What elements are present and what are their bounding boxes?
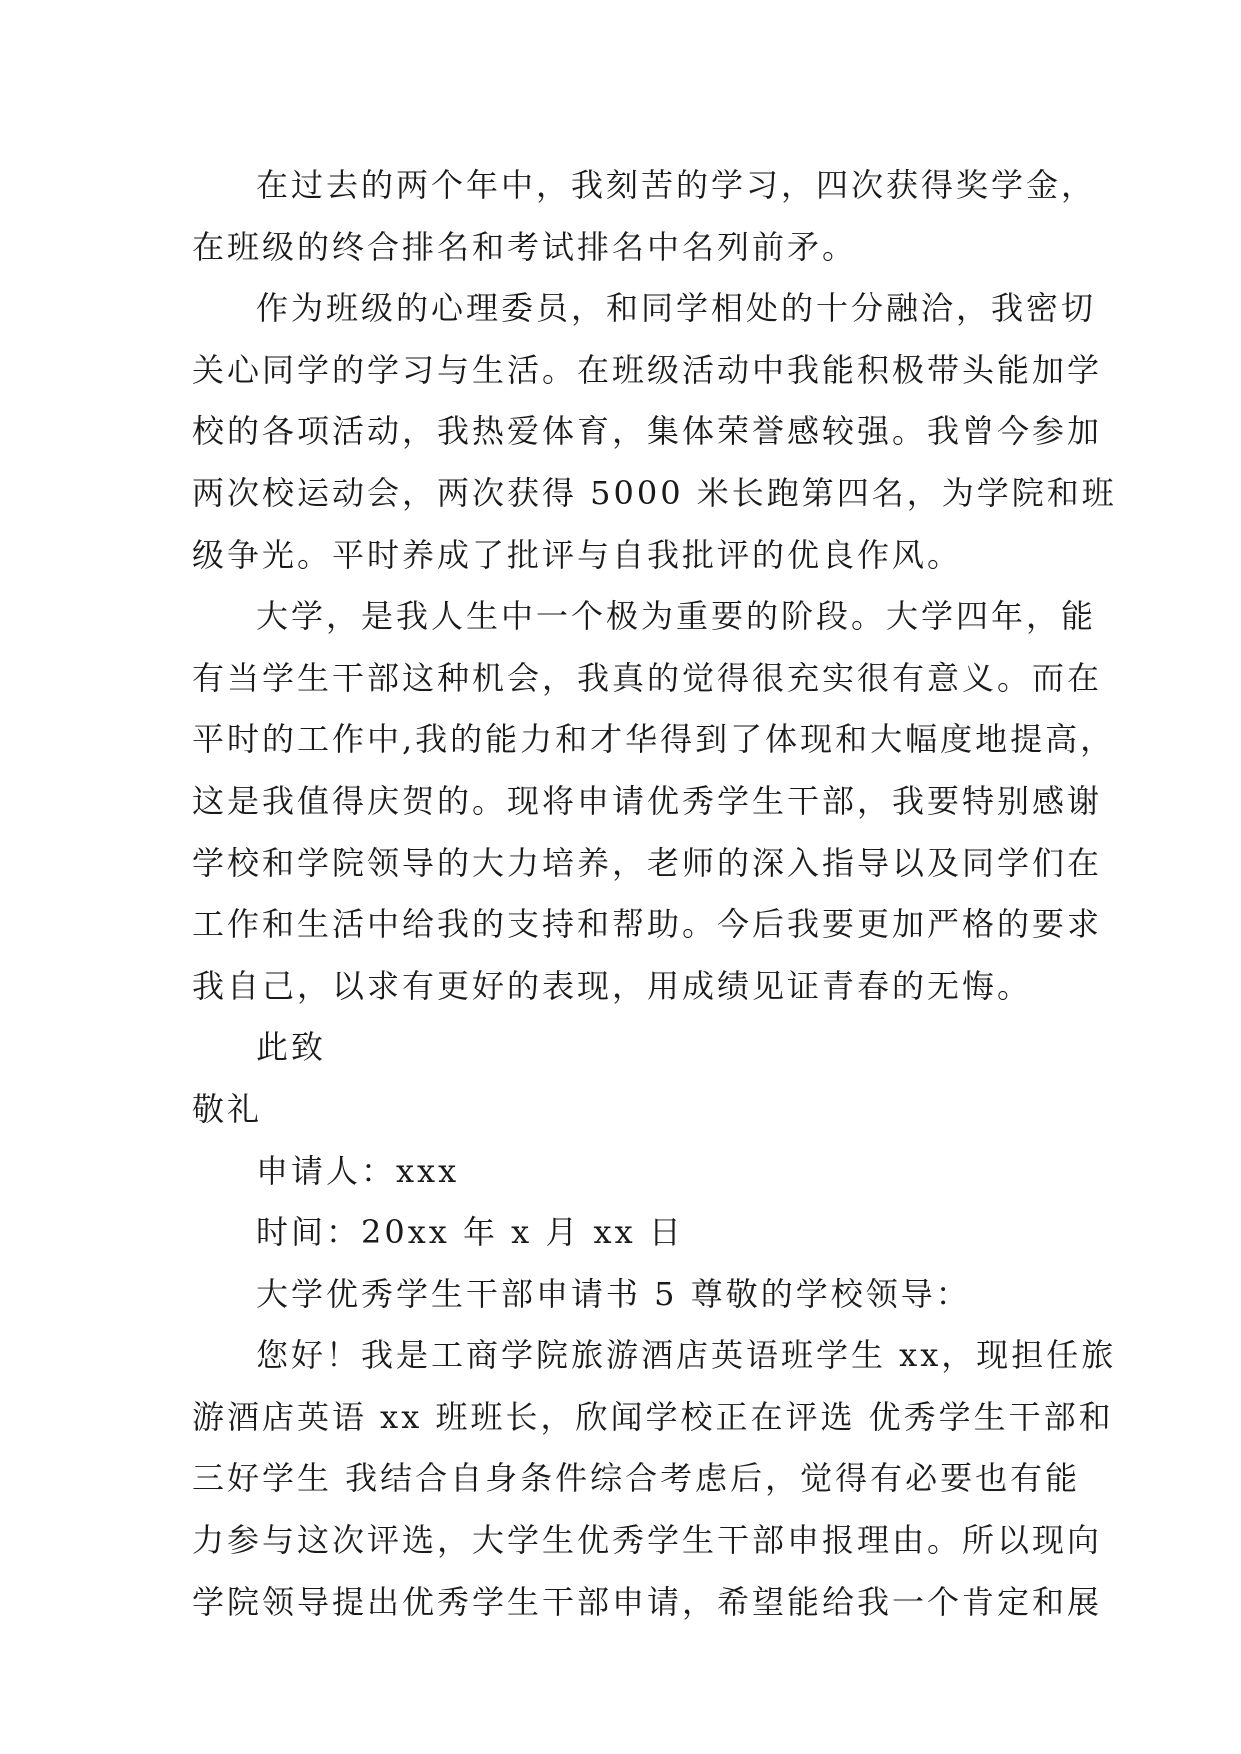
salutation-closing: 此致 [256, 1028, 327, 1067]
text-line: 您好！我是工商学院旅游酒店英语班学生 xx，现担任旅 [256, 1336, 1117, 1375]
applicant-line: 申请人：xxx [256, 1151, 460, 1190]
text-line: 有当学生干部这种机会，我真的觉得很充实很有意义。而在 [192, 658, 1103, 697]
text-line: 两次校运动会，两次获得 5000 米长跑第四名，为学院和班 [192, 473, 1117, 512]
text-line: 大学，是我人生中一个极为重要的阶段。大学四年，能 [256, 597, 1097, 636]
salutation-regards: 敬礼 [192, 1089, 263, 1128]
section-heading-line: 大学优秀学生干部申请书 5 尊敬的学校领导： [256, 1274, 971, 1313]
date-line: 时间：20xx 年 x 月 xx 日 [256, 1213, 684, 1252]
text-line: 我自己，以求有更好的表现，用成绩见证青春的无悔。 [192, 966, 1033, 1005]
text-line: 级争光。平时养成了批评与自我批评的优良作风。 [192, 535, 963, 574]
text-line: 游酒店英语 xx 班班长，欣闻学校正在评选 优秀学生干部和 [192, 1397, 1114, 1436]
text-line: 平时的工作中,我的能力和才华得到了体现和大幅度地提高， [192, 720, 1116, 759]
text-line: 工作和生活中给我的支持和帮助。今后我要更加严格的要求 [192, 905, 1103, 944]
text-line: 学校和学院领导的大力培养，老师的深入指导以及同学们在 [192, 843, 1103, 882]
text-line: 在过去的两个年中，我刻苦的学习，四次获得奖学金， [256, 166, 1097, 204]
text-line: 在班级的终合排名和考试排名中名列前矛。 [192, 227, 858, 266]
text-line: 关心同学的学习与生活。在班级活动中我能积极带头能加学 [192, 350, 1103, 389]
text-line: 力参与这次评选，大学生优秀学生干部申报理由。所以现向 [192, 1521, 1103, 1560]
text-line: 校的各项活动，我热爱体育，集体荣誉感较强。我曾今参加 [192, 412, 1103, 451]
text-line: 作为班级的心理委员，和同学相处的十分融洽，我密切 [256, 289, 1097, 328]
body-text [192, 155, 1117, 1633]
text-line: 这是我值得庆贺的。现将申请优秀学生干部，我要特别感谢 [192, 781, 1103, 820]
text-line: 三好学生 我结合自身条件综合考虑后，觉得有必要也有能 [192, 1459, 1081, 1498]
text-line: 学院领导提出优秀学生干部申请，希望能给我一个肯定和展 [192, 1582, 1103, 1621]
